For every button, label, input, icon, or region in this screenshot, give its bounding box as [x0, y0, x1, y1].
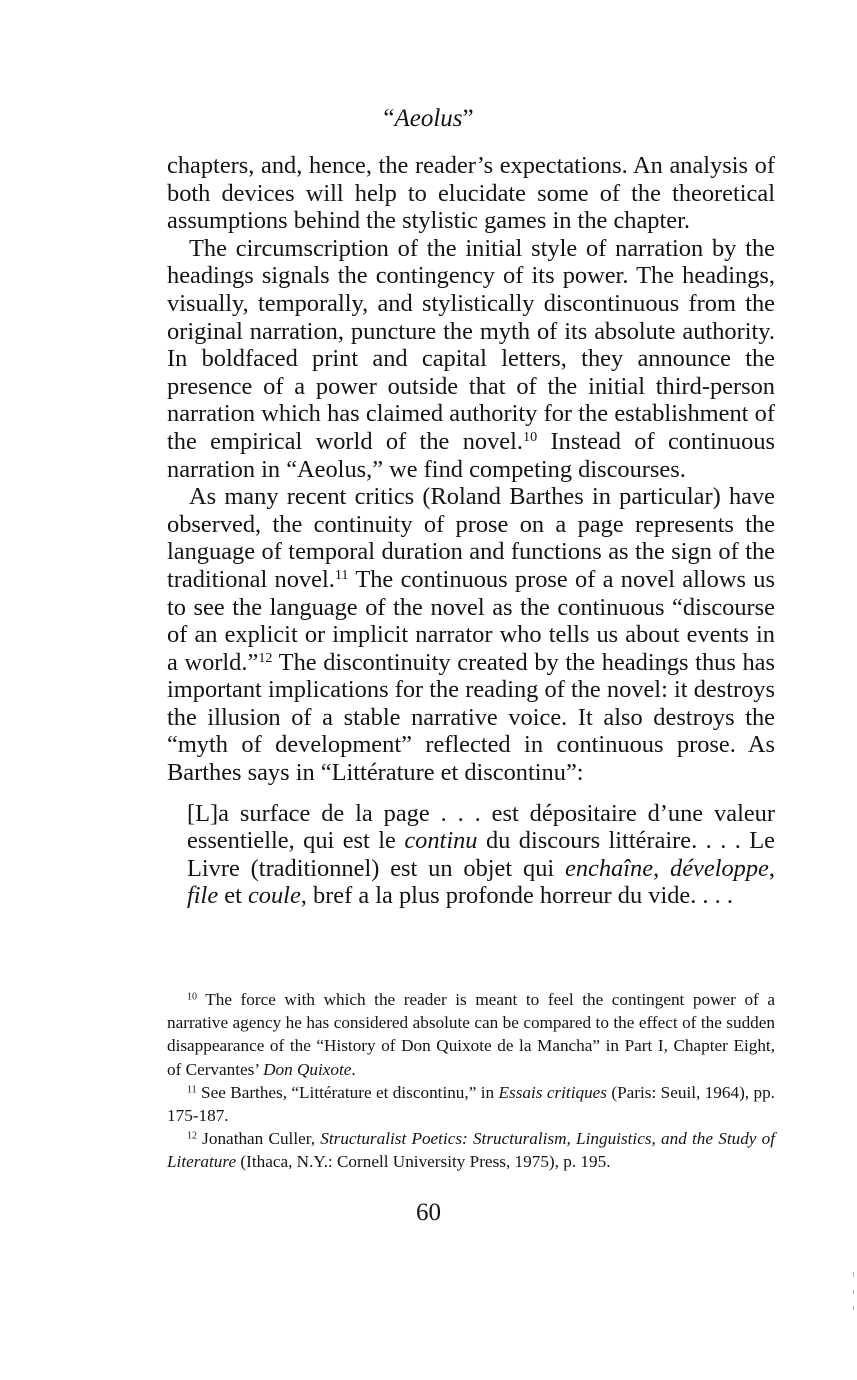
footnote-10-number: 10: [187, 991, 197, 1003]
footnote-11: [167, 1081, 775, 1127]
quote-text-b: du discours littéraire. . . . Le Livre (traditionnel) est un objet qui: [187, 827, 775, 882]
running-head: [0, 104, 857, 134]
footnote-10-title: Don Quixote: [263, 1059, 352, 1079]
footnote-10: [167, 988, 775, 1081]
paragraph-3-text-c: The discontinuity created by the headings thus has important implications for the reading of the novel: it destroys the illusion of a stable narrative voice. It also destroys the “myth of development” reflected in continuous prose. As Barthes says in “Littérature et discontinu”:: [167, 648, 775, 787]
quote-text-d: ,: [768, 854, 775, 882]
scan-edge-mark: [853, 1272, 854, 1277]
quote-text-e: et: [218, 882, 248, 910]
paragraph-2-text-b: Instead of continuous narration in “Aeolus,” we find competing discourses.: [167, 427, 776, 483]
scan-edge-mark: [853, 1306, 854, 1310]
quote-emphasis-file: file: [187, 882, 219, 910]
running-head-open-quote: “: [383, 105, 395, 132]
scan-edge-mark: [853, 1290, 854, 1294]
paragraph-3: [167, 483, 775, 787]
paragraph-3-text-a: As many recent critics (Roland Barthes in particular) have observed, the continuity of prose on a page represents the language of temporal duration and functions as the sign of the traditional novel.: [167, 483, 775, 593]
paragraph-1: chapters, and, hence, the reader’s expectations. An analysis of both devices will help to elucidate some of the theoretical assumptions behind the stylistic games in the chapter.: [167, 152, 775, 235]
quote-emphasis-continu: continu: [404, 827, 478, 855]
running-head-title: Aeolus: [394, 105, 463, 132]
footnote-11-text-a: See Barthes, “Littérature et discontinu,” in: [196, 1082, 499, 1102]
block-quote-text: [187, 800, 775, 910]
footnote-11-number: 11: [187, 1084, 197, 1096]
running-head-close-quote: ”: [462, 105, 474, 132]
paragraph-2-text-a: The circumscription of the initial style of narration by the headings signals the contingency of its power. The headings, visually, temporally, and stylistically discontinuous from the original narration, puncture the myth of its absolute authority. In boldfaced print and capital letters, they announce the presence of a power outside that of the initial third-person narration which has claimed authority for the establishment of the empirical world of the novel.: [167, 234, 775, 455]
footnote-12-title: Structuralist Poetics: Structuralism, Linguistics, and the Study of Literature: [167, 1129, 775, 1172]
quote-text-a: [L]a surface de la page . . . est dépositaire d’une valeur essentielle, qui est le: [187, 799, 775, 855]
footnote-12: [167, 1127, 775, 1173]
footnote-ref-12: 12: [258, 649, 273, 666]
paragraph-3-text-b: The continuous prose of a novel allows us to see the language of the novel as the continuous “discourse of an explicit or implicit narrator who tells us about events in a world.”: [167, 565, 775, 676]
quote-emphasis-coule: coule: [247, 882, 301, 910]
quote-text-c: ,: [653, 854, 671, 882]
paragraph-2: [167, 235, 775, 483]
block-quote: [187, 800, 775, 910]
quote-text-f: , bref a la plus profonde horreur du vide. . . .: [300, 882, 733, 910]
footnote-10-text-a: The force with which the reader is meant to feel the contingent power of a narrative agency he has considered absolute can be compared to the effect of the sudden disappearance of the “History of Don Quixote de la Mancha” in Part I, Chapter Eight, of Cervantes’: [167, 990, 775, 1079]
footnote-12-text-b: (Ithaca, N.Y.: Cornell University Press, 1975), p. 195.: [236, 1152, 611, 1172]
footnote-ref-11: 11: [334, 567, 349, 584]
footnote-11-title: Essais critiques: [498, 1082, 607, 1102]
body-text: [167, 152, 775, 910]
footnotes: [167, 988, 775, 1174]
quote-emphasis-developpe: développe: [670, 854, 769, 882]
footnote-10-text-b: .: [351, 1059, 356, 1079]
footnote-12-number: 12: [187, 1130, 197, 1142]
footnote-ref-10: 10: [523, 429, 538, 446]
footnote-12-text-a: Jonathan Culler,: [196, 1129, 321, 1149]
page-number: 60: [416, 1199, 441, 1226]
quote-emphasis-enchaine: enchaîne: [565, 854, 654, 882]
footnote-11-text-b: (Paris: Seuil, 1964), pp. 175-187.: [167, 1082, 775, 1126]
